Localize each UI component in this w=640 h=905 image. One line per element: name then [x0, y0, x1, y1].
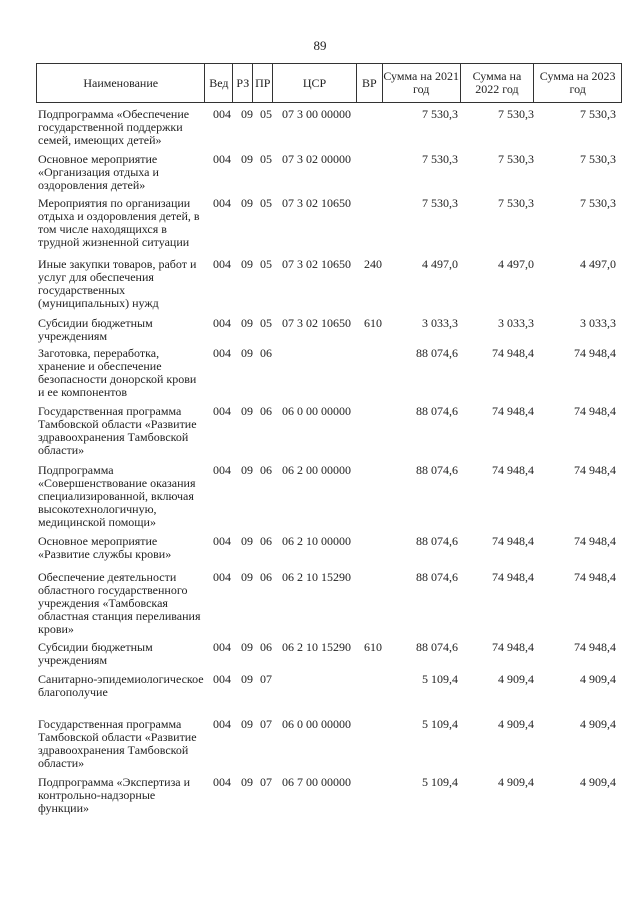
cell-pr: 05	[260, 257, 272, 271]
cell-rz: 09	[241, 152, 253, 166]
table-row	[36, 107, 622, 147]
cell-name: Субсидии бюджетным учреждениям	[38, 640, 153, 667]
cell-rz: 09	[241, 534, 253, 548]
cell-ved: 004	[213, 346, 231, 360]
cell-ved: 004	[213, 534, 231, 548]
cell-s3: 74 948,4	[574, 404, 616, 418]
cell-s3: 7 530,3	[580, 107, 616, 121]
table-row	[36, 404, 622, 457]
cell-name: Обеспечение деятельности областного государственного учреждения «Тамбовская областная станция переливания крови»	[38, 570, 201, 636]
page-number: 89	[313, 38, 327, 53]
cell-ved: 004	[213, 672, 231, 686]
cell-rz: 09	[241, 316, 253, 330]
cell-ved: 004	[213, 196, 231, 210]
cell-s1: 7 530,3	[422, 196, 458, 210]
cell-pr: 06	[260, 404, 272, 418]
cell-s2: 4 909,4	[498, 717, 534, 731]
cell-s1: 88 074,6	[416, 570, 458, 584]
table-row	[36, 570, 622, 636]
cell-name: Основное мероприятие «Организация отдыха и оздоровления детей»	[38, 152, 159, 192]
cell-ved: 004	[213, 640, 231, 654]
cell-vr: 610	[364, 316, 382, 330]
cell-s2: 74 948,4	[492, 534, 534, 548]
table-row	[36, 257, 622, 310]
table-row	[36, 152, 622, 192]
cell-pr: 05	[260, 316, 272, 330]
cell-csr: 06 2 10 15290	[282, 570, 351, 584]
cell-csr: 06 2 00 00000	[282, 463, 351, 477]
cell-ved: 004	[213, 257, 231, 271]
table-row	[36, 672, 622, 699]
cell-pr: 06	[260, 346, 272, 360]
cell-csr: 07 3 02 10650	[282, 196, 351, 210]
table-row	[36, 196, 622, 249]
table-row	[36, 346, 622, 399]
cell-s3: 4 909,4	[580, 775, 616, 789]
cell-s1: 7 530,3	[422, 107, 458, 121]
cell-ved: 004	[213, 570, 231, 584]
cell-csr: 07 3 02 00000	[282, 152, 351, 166]
cell-s3: 74 948,4	[574, 534, 616, 548]
cell-name: Иные закупки товаров, работ и услуг для обеспечения государственных (муниципальных) нужд	[38, 257, 197, 310]
cell-rz: 09	[241, 717, 253, 731]
cell-s3: 4 497,0	[580, 257, 616, 271]
cell-s3: 74 948,4	[574, 570, 616, 584]
cell-s2: 4 909,4	[498, 775, 534, 789]
header-sum-2023: Сумма на 2023 год	[533, 64, 621, 102]
cell-pr: 06	[260, 570, 272, 584]
header-name: Наименование	[83, 75, 159, 90]
cell-s1: 5 109,4	[422, 717, 458, 731]
cell-rz: 09	[241, 672, 253, 686]
cell-s2: 3 033,3	[498, 316, 534, 330]
table-row	[36, 534, 622, 561]
cell-s1: 7 530,3	[422, 152, 458, 166]
cell-s1: 5 109,4	[422, 775, 458, 789]
cell-rz: 09	[241, 257, 253, 271]
cell-name: Подпрограмма «Экспертиза и контрольно-надзорные функции»	[38, 775, 191, 815]
cell-name: Санитарно-эпидемиологическое благополучие	[38, 672, 204, 699]
cell-ved: 004	[213, 463, 231, 477]
cell-pr: 07	[260, 672, 272, 686]
cell-csr: 06 0 00 00000	[282, 717, 351, 731]
cell-s1: 5 109,4	[422, 672, 458, 686]
cell-s1: 88 074,6	[416, 640, 458, 654]
cell-csr: 06 2 10 00000	[282, 534, 351, 548]
cell-s2: 7 530,3	[498, 152, 534, 166]
table-row	[36, 775, 622, 815]
cell-csr: 07 3 00 00000	[282, 107, 351, 121]
cell-name: Подпрограмма «Совершенствование оказания специализированной, включая высокотехнологичную, медицинской помощи»	[38, 463, 196, 529]
header-sum-2021: Сумма на 2021 год	[382, 64, 460, 102]
cell-s3: 74 948,4	[574, 463, 616, 477]
cell-s3: 4 909,4	[580, 717, 616, 731]
cell-csr: 06 2 10 15290	[282, 640, 351, 654]
cell-pr: 06	[260, 463, 272, 477]
cell-name: Государственная программа Тамбовской области «Развитие здравоохранения Тамбовской области»	[38, 717, 197, 770]
cell-ved: 004	[213, 316, 231, 330]
header-csr: ЦСР	[272, 64, 356, 102]
cell-ved: 004	[213, 152, 231, 166]
cell-s2: 4 497,0	[498, 257, 534, 271]
cell-csr: 07 3 02 10650	[282, 257, 351, 271]
cell-csr: 06 7 00 00000	[282, 775, 351, 789]
table-row	[36, 316, 622, 343]
cell-s1: 88 074,6	[416, 534, 458, 548]
cell-name: Мероприятия по организации отдыха и оздоровления детей, в том числе находящихся в трудной жизненной ситуации	[38, 196, 200, 249]
cell-vr: 610	[364, 640, 382, 654]
cell-pr: 06	[260, 534, 272, 548]
cell-ved: 004	[213, 404, 231, 418]
cell-rz: 09	[241, 640, 253, 654]
cell-s2: 74 948,4	[492, 570, 534, 584]
cell-pr: 07	[260, 717, 272, 731]
cell-s3: 7 530,3	[580, 196, 616, 210]
cell-s2: 74 948,4	[492, 463, 534, 477]
table-row	[36, 463, 622, 529]
cell-rz: 09	[241, 107, 253, 121]
cell-s3: 4 909,4	[580, 672, 616, 686]
cell-name: Субсидии бюджетным учреждениям	[38, 316, 153, 343]
cell-rz: 09	[241, 196, 253, 210]
cell-pr: 06	[260, 640, 272, 654]
cell-name: Заготовка, переработка, хранение и обеспечение безопасности донорской крови и ее компонентов	[38, 346, 197, 399]
cell-vr: 240	[364, 257, 382, 271]
cell-s2: 4 909,4	[498, 672, 534, 686]
cell-s1: 88 074,6	[416, 463, 458, 477]
cell-s1: 4 497,0	[422, 257, 458, 271]
cell-csr: 06 0 00 00000	[282, 404, 351, 418]
header-rz: РЗ	[232, 64, 252, 102]
cell-s1: 88 074,6	[416, 404, 458, 418]
cell-name: Основное мероприятие «Развитие службы крови»	[38, 534, 172, 561]
cell-rz: 09	[241, 346, 253, 360]
cell-name: Государственная программа Тамбовской области «Развитие здравоохранения Тамбовской области»	[38, 404, 197, 457]
cell-pr: 07	[260, 775, 272, 789]
cell-rz: 09	[241, 463, 253, 477]
cell-ved: 004	[213, 717, 231, 731]
cell-csr: 07 3 02 10650	[282, 316, 351, 330]
header-sum-2022: Сумма на 2022 год	[460, 64, 534, 102]
cell-name: Подпрограмма «Обеспечение государственной поддержки семей, имеющих детей»	[38, 107, 190, 147]
cell-pr: 05	[260, 152, 272, 166]
cell-pr: 05	[260, 196, 272, 210]
cell-s3: 74 948,4	[574, 640, 616, 654]
cell-s1: 88 074,6	[416, 346, 458, 360]
cell-rz: 09	[241, 775, 253, 789]
cell-ved: 004	[213, 107, 231, 121]
cell-s3: 7 530,3	[580, 152, 616, 166]
cell-s2: 7 530,3	[498, 196, 534, 210]
header-pr: ПР	[252, 64, 272, 102]
table-row	[36, 640, 622, 667]
cell-rz: 09	[241, 570, 253, 584]
cell-s2: 74 948,4	[492, 640, 534, 654]
cell-rz: 09	[241, 404, 253, 418]
cell-s1: 3 033,3	[422, 316, 458, 330]
cell-ved: 004	[213, 775, 231, 789]
cell-s3: 3 033,3	[580, 316, 616, 330]
table-row	[36, 717, 622, 770]
cell-s2: 74 948,4	[492, 404, 534, 418]
header-vr: ВР	[356, 64, 382, 102]
cell-s2: 7 530,3	[498, 107, 534, 121]
cell-pr: 05	[260, 107, 272, 121]
cell-s3: 74 948,4	[574, 346, 616, 360]
cell-s2: 74 948,4	[492, 346, 534, 360]
header-ved: Вед	[204, 64, 232, 102]
